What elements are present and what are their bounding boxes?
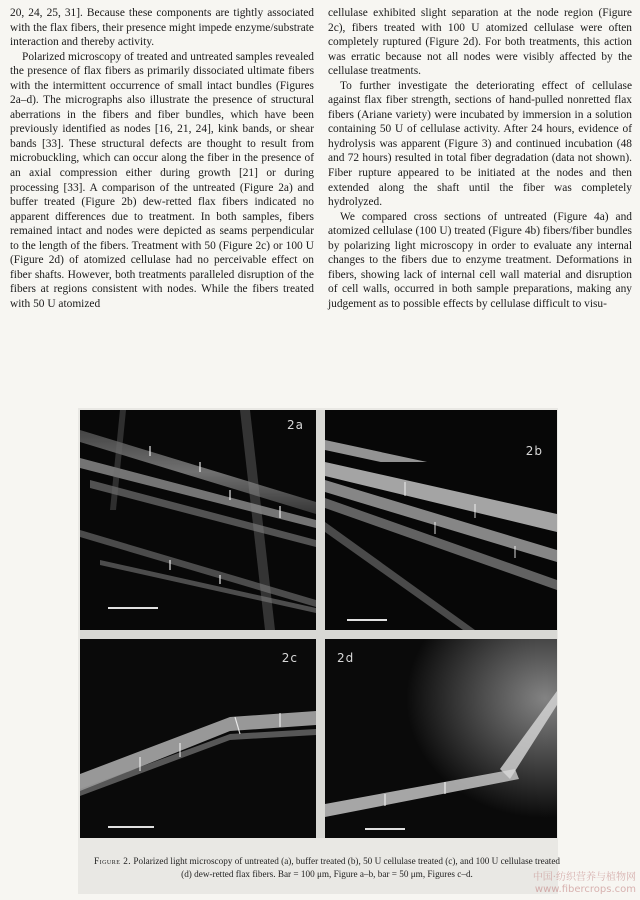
panel-label-2b: 2b xyxy=(525,444,543,458)
figure-caption xyxy=(92,855,562,881)
micrograph-2b-top xyxy=(325,410,557,462)
caption-text: Polarized light microscopy of untreated (a), buffer treated (b), 50 U cellulase treated (c), and 100 U cellulase treated (d) dew-retted flax fibers. Bar = 100 μm, Figure a–b, bar = 50 μm, Figures c–d. xyxy=(133,856,561,879)
panel-label-2d: 2d xyxy=(337,651,355,665)
micrograph-2c xyxy=(80,639,316,838)
paragraph: Polarized microscopy of treated and untreated samples revealed the presence of flax fibers as primarily dissociated ultimate fibers with the intermittent occurrence of small intact bundles (Figures 2a–d). The micrographs also illustrate the presence of structural aberrations in the fibers and fiber bundles, which have been previously identified as nodes [16, 21, 24], kink bands, or shear bands [33]. These structural defects are thought to result from microbuckling, which can occur along the fiber in the presence of an axial compression either during growth [21] or during processing [33]. A comparison of the untreated (Figure 2a) and buffer treated (Figure 2b) dew-retted flax fibers indicated no apparent differences due to treatment. In both samples, fibers remained intact and nodes were depicted as seams perpendicular to the length of the fibers. Treatment with 50 (Figure 2c) or 100 U (Figure 2d) of atomized cellulase had no perceivable effect on fiber shafts. However, both treatments paralleled disruption of the fibers at regions consistent with nodes. While the fibers treated with 50 U atomized xyxy=(10,50,314,310)
watermark-line-2: www.fibercrops.com xyxy=(534,884,636,895)
left-column xyxy=(10,6,314,311)
caption-tag: Figure 2. xyxy=(93,856,132,866)
paragraph: We compared cross sections of untreated (Figure 4a) and atomized cellulase (100 U) treated (Figure 4b) fibers/fiber bundles by polarizing light microscopy in order to evaluate any internal changes to the fibers due to enzyme treatment. Deformations in fibers, showing lack of internal cell wall material and disruption of cell walls, occurred in both sample preparations, making any judgement as to possible effects by cellulase difficult to visu- xyxy=(328,210,632,310)
figure-2 xyxy=(80,410,557,838)
right-column xyxy=(328,6,632,311)
panel-label-2c: 2c xyxy=(281,651,298,665)
paragraph: To further investigate the deteriorating effect of cellulase against flax fiber strength, sections of hand-pulled nonretted flax fibers (Ariane variety) were incubated by immersion in a solution containing 50 U of cellulase activity. After 24 hours, evidence of hydrolysis was apparent (Figure 3) and continued incubation (48 and 72 hours) resulted in total fiber degradation (data not shown). Fiber rupture appeared to be initiated at the nodes and then extended along the shaft until the fiber was completely hydrolyzed. xyxy=(328,79,632,209)
micrograph-2b xyxy=(325,462,557,630)
watermark-line-1: 中国·纺织营养与植物网 xyxy=(532,872,636,883)
watermark xyxy=(533,872,636,896)
panel-label-2a: 2a xyxy=(287,418,304,432)
paragraph: cellulase exhibited slight separation at the node region (Figure 2c), fibers treated with 100 U atomized cellulase were often completely ruptured (Figure 2d). For both treatments, this action was erratic because not all nodes were visibly affected by the cellulase treatments. xyxy=(328,7,632,78)
micrograph-2d xyxy=(325,639,557,838)
micrograph-2a xyxy=(80,410,316,630)
paragraph: 20, 24, 25, 31]. Because these components are tightly associated with the flax fibers, their presence might impede enzyme/substrate interaction and thereby activity. xyxy=(10,7,314,49)
body-text xyxy=(10,6,632,311)
